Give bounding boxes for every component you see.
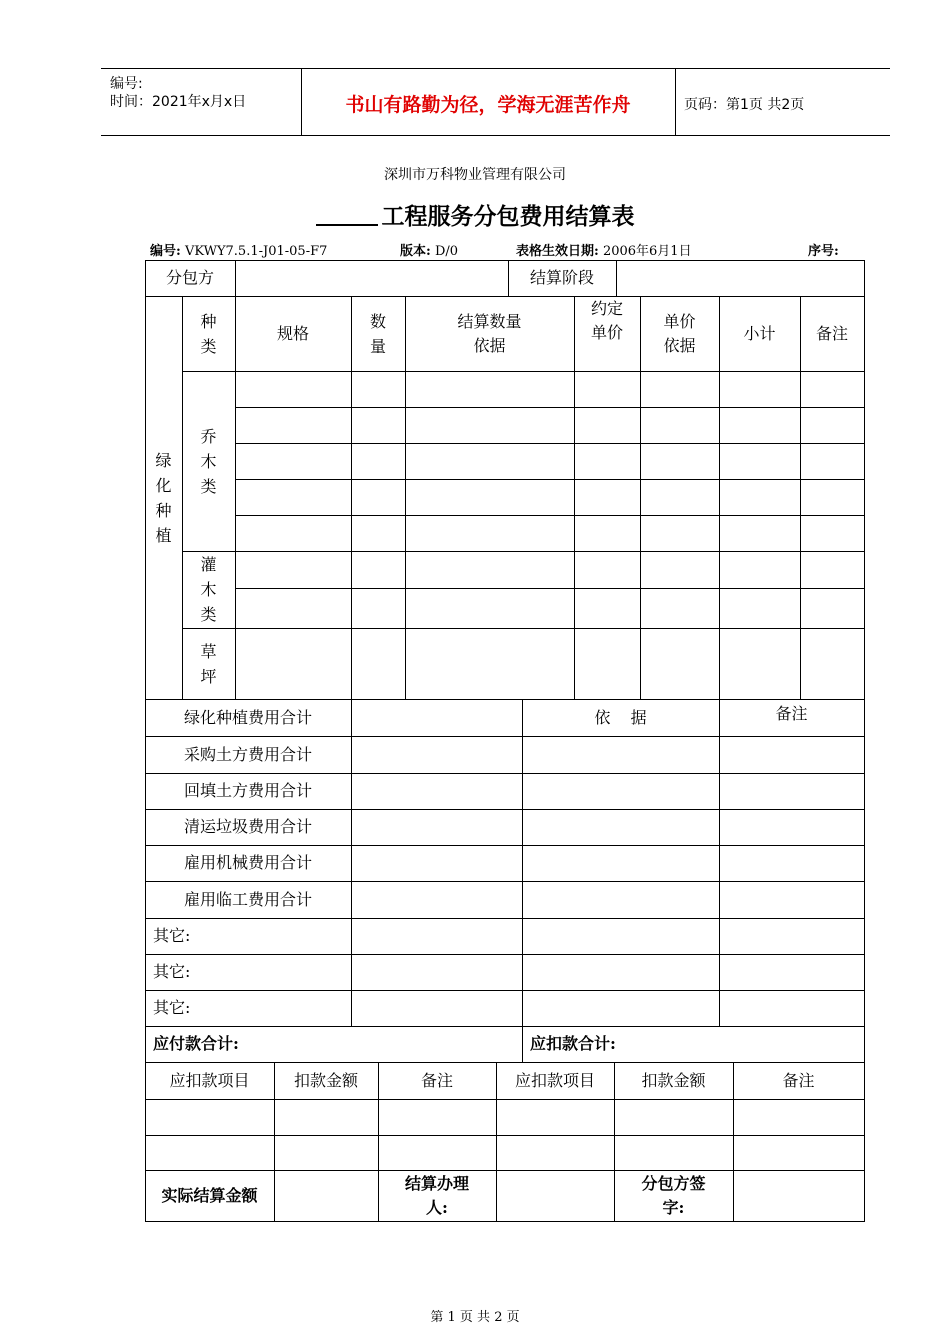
col-qty-text: 数量 [369,311,386,356]
basis-label [522,699,719,736]
grid-line [351,699,352,1027]
grid-line [235,515,865,516]
category-lawn-text: 草坪 [200,641,217,686]
total-garbage-removal: 清运垃圾费用合计 [183,817,312,836]
total-other-1: 其它: [153,926,191,945]
category-trees [182,371,235,551]
col-subtotal: 小计 [743,323,776,343]
meta-serial [808,240,839,259]
grid-line [182,551,865,552]
deduct-col-remark: 备注 [420,1070,453,1090]
form-title-text: 工程服务分包费用结算表 [381,203,635,230]
deduct-col-remark-2: 备注 [782,1070,815,1090]
meta-effective-value: 2006年6月1日 [602,244,692,259]
deduct-total-label: 应扣款合计: [530,1034,616,1053]
header-top-rule [101,68,890,69]
header-page-label: 页码：第1页 共2页 [684,97,805,113]
category-lawn [182,628,235,699]
actual-amount-text: 实际结算金额 [161,1185,258,1205]
deduct-col-amount: 扣款金额 [293,1070,358,1090]
col-agreed-price-text: 约定单价 [590,299,623,342]
form-title [0,198,950,231]
col-price-basis-text: 单价依据 [663,311,696,355]
col-qty [351,296,405,371]
total-machinery: 雇用机械费用合计 [183,853,312,872]
subcontractor-label: 分包方 [165,268,214,287]
stage-input[interactable] [616,260,864,296]
col-basis [405,296,574,371]
col-basis-text: 结算数量依据 [457,311,522,355]
sub-sign-input[interactable] [733,1170,864,1221]
grid-line [235,479,865,480]
header-motto: 书山有路勤为径，学海无涯苦作舟 [345,94,631,116]
total-greening: 绿化种植费用合计 [183,707,312,727]
actual-amount-label [145,1170,274,1221]
subcontractor-input[interactable] [235,260,508,296]
category-shrubs-text: 灌木类 [200,555,217,624]
total-earth-purchase: 采购土方费用合计 [183,744,312,764]
title-blank-line [316,202,378,226]
deduct-col-item-2: 应扣款项目 [514,1070,595,1090]
total-earth-backfill: 回填土方费用合计 [183,781,312,800]
grid-line [235,588,865,589]
handler-input[interactable] [496,1170,614,1221]
header-divider [675,68,676,135]
meta-code [150,240,327,259]
grid-line [182,628,865,629]
meta-effective [516,240,692,259]
grid-line [719,699,720,1027]
deduct-col-item: 应扣款项目 [169,1070,250,1090]
grid-line [522,699,523,1063]
col-spec: 规格 [276,323,309,343]
payable-total-label: 应付款合计: [153,1034,239,1053]
grid-line [182,371,865,372]
total-other-3: 其它: [153,998,191,1017]
col-kind [182,296,235,371]
col-remark: 备注 [815,323,848,343]
company-name: 深圳市万科物业管理有限公司 [384,167,566,183]
header-time-label: 时间：2021年x月x日 [110,94,247,110]
actual-amount-input[interactable] [274,1170,378,1221]
total-temp-labor: 雇用临工费用合计 [183,889,312,909]
meta-version-value: D/0 [434,244,459,259]
handler-label [378,1170,496,1221]
grid-line [235,407,865,408]
stage-label: 结算阶段 [529,268,594,287]
sub-sign-label [614,1170,733,1221]
grid-line [235,443,865,444]
grid-line [145,1099,865,1100]
handler-text: 结算办理人: [404,1173,469,1217]
basis-label-text: 依 据 [594,707,647,727]
meta-effective-label: 表格生效日期: [516,244,599,259]
grid-line [574,296,575,700]
grid-line [864,260,865,1222]
group-greening-label [145,296,182,699]
col-price-basis [640,296,719,371]
totals-remark-label: 备注 [775,704,808,723]
meta-serial-label: 序号: [808,244,839,259]
page-footer: 第 1 页 共 2 页 [430,1310,520,1325]
header-bottom-rule [101,135,890,136]
meta-code-label: 编号: [150,244,181,259]
total-other-2: 其它: [153,962,191,981]
sub-sign-text: 分包方签字: [641,1173,706,1217]
category-trees-text: 乔木类 [200,426,217,496]
group-greening-text: 绿化种植 [155,450,172,545]
meta-version-label: 版本: [400,244,431,259]
meta-version [400,240,458,259]
deduct-col-amount-2: 扣款金额 [641,1070,706,1090]
col-kind-text: 种类 [200,311,217,356]
grid-line [145,1221,865,1222]
meta-code-value: VKWY7.5.1-J01-05-F7 [184,244,328,259]
grid-line [145,1135,865,1136]
header-number-label: 编号: [110,76,143,92]
col-agreed-price [574,296,640,346]
category-shrubs [182,551,235,628]
